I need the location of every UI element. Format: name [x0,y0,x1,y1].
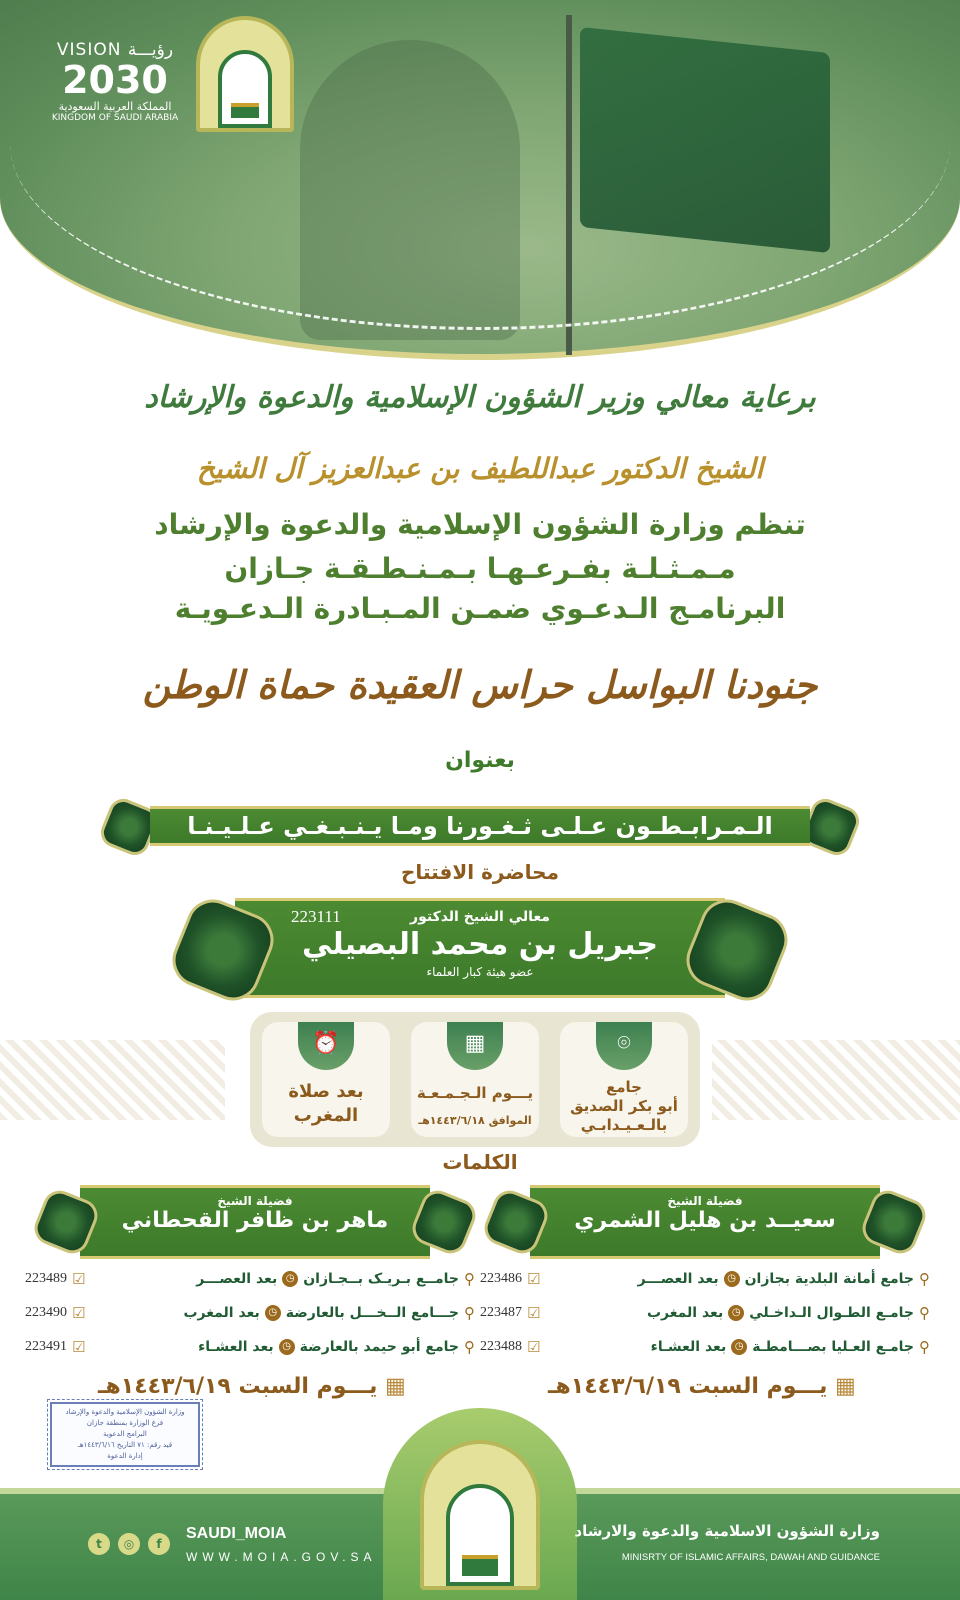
ministry-emblem-logo [196,16,294,132]
clock-icon: ◷ [282,1271,298,1287]
opening-speaker-banner [235,898,725,998]
location-pin-icon: ⚲ [919,1338,930,1356]
campaign-title: جنودنا البواسل حراس العقيدة حماة الوطن [142,662,818,707]
decorative-pattern [0,1040,225,1120]
vision-arabic: المملكة العربية السعودية [58,100,172,113]
speaker-name: جبريل بن محمد البصيلي [301,927,658,962]
card-line: بعد صلاة [288,1081,364,1102]
session-time: بعد العصـــر [637,1271,719,1287]
location-pin-icon: ⚲ [919,1304,930,1322]
talk-date [98,1374,406,1399]
patron-name: الشيخ الدكتور عبداللطيف بن عبدالعزيز آل الشيخ [196,452,764,485]
session-ref [480,1338,540,1356]
registration-number: 223491 [25,1339,67,1354]
speaker-number: 223111 [291,907,341,926]
talk-date [548,1374,856,1399]
document-check-icon: ☑ [72,1338,86,1356]
date-text: يـــوم السبت ١٤٤٣/٦/١٩هـ [548,1374,828,1399]
registration-number: 223488 [480,1339,522,1354]
session-time: بعد العصـــر [196,1271,278,1287]
stamp-line: فرع الوزارة بمنطقة جازان [86,1419,164,1427]
ministry-emblem-logo [420,1440,540,1590]
ministry-name-en: MINISRTY OF ISLAMIC AFFAIRS, DAWAH AND GUIDANCE [621,1552,880,1563]
registration-number: 223487 [480,1305,522,1320]
intro-line-2: مـمـثـلـة بفـرعـهـا بـمـنـطـقـة جـازان [224,552,736,585]
document-check-icon: ☑ [72,1270,86,1288]
calendar-icon: ▦ [447,1022,503,1070]
document-check-icon: ☑ [527,1304,541,1322]
time-card [262,1022,390,1137]
card-line: أبو بكر الصديق [570,1097,678,1115]
decorative-pattern [712,1040,960,1120]
stamp-line: إدارة الدعوة [107,1452,143,1460]
official-stamp [50,1402,200,1467]
calendar-icon: ▦ [835,1374,856,1399]
location-pin-icon: ⚲ [919,1270,930,1288]
session-row [480,1338,930,1356]
speaker-honorific: معالي الشيخ الدكتور [410,909,550,925]
registration-number: 223490 [25,1305,67,1320]
stamp-line: قيد رقم: ٧١ التاريخ ١٤٤٣/٦/١٦هـ [77,1441,173,1449]
session-info [183,1304,475,1322]
registration-number: 223486 [480,1271,522,1286]
location-pin-icon: ⚲ [464,1338,475,1356]
clock-icon: ◷ [724,1271,740,1287]
clock-icon: ◷ [279,1339,295,1355]
session-time: بعد المغرب [183,1305,260,1321]
vision-english: KINGDOM OF SAUDI ARABIA [51,113,179,123]
session-row [25,1304,475,1322]
mosque-name: جامـع العـليا بصـــامطـة [752,1339,914,1355]
clock-icon: ◷ [728,1305,744,1321]
session-row [480,1304,930,1322]
session-ref [25,1338,85,1356]
session-info [651,1338,930,1356]
twitter-icon[interactable]: t [88,1533,110,1555]
vision-2030-logo [40,40,190,123]
registration-number: 223489 [25,1271,67,1286]
session-info [198,1338,475,1356]
stamp-line: وزارة الشؤون الإسلامية والدعوة والإرشاد [65,1408,185,1416]
intro-line-3: البرنامـج الـدعـوي ضمـن المـبـادرة الـدعـويـة [174,592,786,625]
patronage-line: برعاية معالي وزير الشؤون الإسلامية والدعوة والإرشاد [144,380,816,415]
session-ref [25,1270,85,1288]
session-info [196,1270,475,1288]
social-icons [88,1533,170,1555]
card-line: جامع [606,1078,642,1096]
talk-speaker-banner [80,1185,430,1259]
session-info [638,1270,930,1288]
opening-label: محاضرة الافتتاح [401,860,559,884]
location-pin-icon: ⚲ [464,1304,475,1322]
subject-label: بعنوان [445,748,515,773]
talk-speaker-banner [530,1185,880,1259]
speaker-honorific: فضيلة الشيخ [217,1194,293,1208]
subject-banner: الـمـرابـطـون عـلـى ثـغـورنا ومـا يـنـبـغـي عـلـيـنـا [150,806,810,846]
stamp-line: البرامج الدعوية [103,1430,147,1438]
vision-year: 2030 [62,58,168,102]
speaker-honorific: فضيلة الشيخ [667,1194,743,1208]
mosque-name: جامــع بـريـک بــجـازان [303,1271,459,1287]
date-card [411,1022,539,1137]
intro-line-1: تنظم وزارة الشؤون الإسلامية والدعوة والإرشاد [154,508,806,541]
clock-icon: ◷ [731,1339,747,1355]
talks-label: الكلمات [442,1150,518,1174]
card-line: المغرب [293,1105,359,1126]
facebook-icon[interactable]: f [148,1533,170,1555]
mosque-name: جامع أبو حيمد بالعارضة [299,1339,459,1355]
instagram-icon[interactable]: ◎ [118,1533,140,1555]
card-line: يـــوم الـجـمـعـة [416,1084,534,1102]
session-ref [480,1304,540,1322]
vision-text: VISION رؤيـــة [56,40,174,60]
calendar-icon: ▦ [385,1374,406,1399]
mosque-name: جامـع الطـوال الـداخـلي [749,1305,914,1321]
speaker-name: ماهر بن ظافر القحطاني [121,1208,389,1233]
session-time: بعد العشـاء [198,1339,274,1355]
location-card [560,1022,688,1137]
document-check-icon: ☑ [527,1270,541,1288]
document-check-icon: ☑ [72,1304,86,1322]
session-ref [25,1304,85,1322]
document-check-icon: ☑ [527,1338,541,1356]
session-ref [480,1270,540,1288]
date-text: يـــوم السبت ١٤٤٣/٦/١٩هـ [98,1374,378,1399]
social-handle[interactable]: SAUDI_MOIA [186,1525,287,1542]
session-row [480,1270,930,1288]
location-pin-icon: ⌾ [596,1022,652,1070]
session-info [647,1304,930,1322]
ministry-name-ar: وزارة الشؤون الاسلامية والدعوة والارشاد [574,1522,880,1540]
session-time: بعد العشـاء [650,1339,727,1355]
location-pin-icon: ⚲ [464,1270,475,1288]
card-line: الموافق ١٤٤٣/٦/١٨هـ [418,1114,532,1127]
clock-icon: ◷ [265,1305,281,1321]
speaker-title: عضو هيئة كبار العلماء [426,965,534,979]
mosque-name: جامع أمانة البلدية بجازان [744,1271,914,1287]
speaker-name: سعيــد بن هليل الشمري [574,1208,836,1233]
website-link[interactable]: WWW.MOIA.GOV.SA [186,1550,377,1564]
alarm-clock-icon: ⏰ [298,1022,354,1070]
session-time: بعد المغرب [646,1305,724,1321]
card-line: بالـعـيـدابـي [580,1116,668,1134]
mosque-name: جـــامع الــخـــل بالعارضة [285,1305,459,1321]
session-row [25,1338,475,1356]
session-row [25,1270,475,1288]
